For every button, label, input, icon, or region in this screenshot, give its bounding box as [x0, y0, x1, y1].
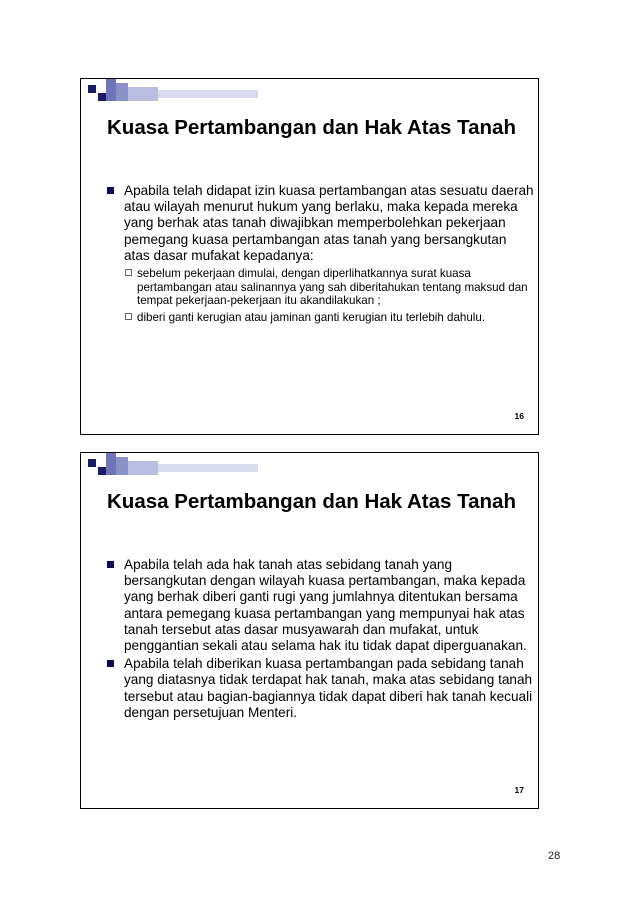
- hollow-square-bullet-icon: [125, 269, 132, 276]
- slide-body: [107, 557, 535, 723]
- square-bullet-icon: [107, 187, 114, 194]
- slide-number: 16: [514, 411, 524, 421]
- slide-16: [80, 78, 539, 435]
- slide-title: Kuasa Pertambangan dan Hak Atas Tanah: [107, 116, 516, 139]
- bullet-text: Apabila telah diberikan kuasa pertambangan pada sebidang tanah yang diatasnya tidak terdapat hak tanah, maka atas sebidang tanah tersebut atau bagian-bagiannya tidak dapat diberi hak tanah kecuali dengan persetujuan Menteri.: [124, 656, 533, 720]
- decorative-squares-icon: [81, 453, 261, 483]
- sub-bullet-item: [125, 267, 535, 308]
- bullet-item: [107, 656, 535, 721]
- bullet-item: [107, 557, 535, 654]
- sub-bullet-item: [125, 311, 535, 325]
- bullet-item: [107, 183, 535, 264]
- hollow-square-bullet-icon: [125, 313, 132, 320]
- sub-bullet-text: diberi ganti kerugian atau jaminan ganti kerugian itu terlebih dahulu.: [137, 310, 486, 324]
- slide-title: Kuasa Pertambangan dan Hak Atas Tanah: [107, 490, 516, 513]
- slide-body: [107, 183, 535, 324]
- bullet-text: Apabila telah ada hak tanah atas sebidang tanah yang bersangkutan dengan wilayah kuasa pertambangan, maka kepada yang berhak diberi ganti rugi yang jumlahnya ditentukan bersama antara pemegang kuasa pertambangan yang mempunyai hak atas tanah tersebut atas dasar musyawarah dan mufakat, untuk penggantian sekali atau selama hak itu tidak dapat diperguanakan.: [124, 557, 527, 654]
- decorative-squares-icon: [81, 79, 261, 109]
- page-number: 28: [548, 850, 561, 862]
- slide-17: [80, 452, 539, 809]
- sub-bullet-text: sebelum pekerjaan dimulai, dengan diperlihatkannya surat kuasa pertambangan atau salinannya yang sah diberitahukan tentang maksud dan tempat pekerjaan-pekerjaan itu akandilakukan ;: [137, 267, 528, 308]
- bullet-text: Apabila telah didapat izin kuasa pertambangan atas sesuatu daerah atau wilayah menurut hukum yang berlaku, maka kepada mereka yang berhak atas tanah diwajibkan memperbolehkan pekerjaan pemegang kuasa pertambangan atas tanah yang bersangkutan atas dasar mufakat kepadanya:: [124, 183, 534, 263]
- square-bullet-icon: [107, 660, 114, 667]
- square-bullet-icon: [107, 561, 114, 568]
- slide-number: 17: [514, 785, 524, 795]
